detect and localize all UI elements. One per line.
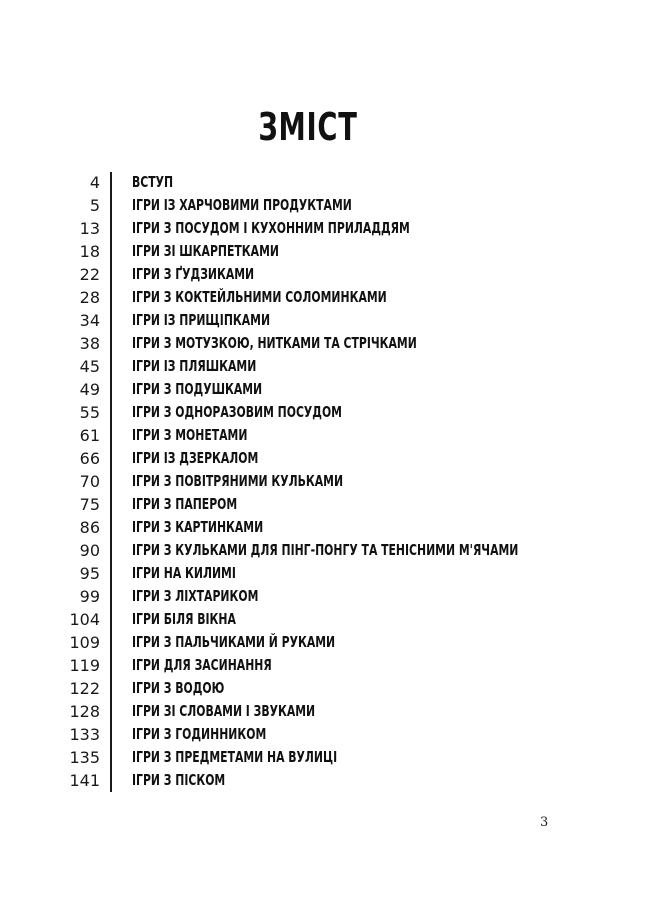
toc-entry-label: ІГРИ З ЛІХТАРИКОМ [132,587,259,605]
toc-entry-label: ІГРИ З ҐУДЗИКАМИ [132,265,255,283]
toc-entry-label: ІГРИ ІЗ ПЛЯШКАМИ [132,357,257,375]
toc-entry-label: ІГРИ ЗІ СЛОВАМИ І ЗВУКАМИ [132,702,316,720]
toc-entry-label: ІГРИ З ГОДИННИКОМ [132,725,267,743]
toc-entry-label: ВСТУП [132,173,174,191]
toc-entry [0,608,650,631]
toc-entry-label: ІГРИ З КУЛЬКАМИ ДЛЯ ПІНГ-ПОНГУ ТА ТЕНІСНИМИ М'ЯЧАМИ [132,541,519,559]
toc-entry [0,677,650,700]
toc-entry [0,171,650,194]
toc-entry-label: ІГРИ З ПАПЕРОМ [132,495,238,513]
toc-entry-label: ІГРИ З ПОДУШКАМИ [132,380,263,398]
toc-entry [0,470,650,493]
toc-entry [0,424,650,447]
toc-entry [0,240,650,263]
toc-entry [0,493,650,516]
toc-entry-page: 66 [79,449,100,468]
toc-entry [0,746,650,769]
toc-entry-page: 119 [69,656,100,675]
toc-entry-label: ІГРИ З КАРТИНКАМИ [132,518,264,536]
toc-entry-page: 128 [69,702,100,721]
toc-entry-page: 86 [79,518,100,537]
toc-entry-page: 104 [69,610,100,629]
toc-entry-label: ІГРИ ІЗ ДЗЕРКАЛОМ [132,449,259,467]
toc-entry [0,562,650,585]
toc-entry [0,378,650,401]
toc-entry-page: 141 [69,771,100,790]
toc-entry [0,654,650,677]
toc-entry-page: 45 [79,357,100,376]
toc-entry-page: 28 [79,288,100,307]
toc-entry-label: ІГРИ ДЛЯ ЗАСИНАННЯ [132,656,272,674]
toc-entry-page: 55 [79,403,100,422]
toc-entry-page: 109 [69,633,100,652]
toc-entry-label: ІГРИ ІЗ ПРИЩІПКАМИ [132,311,271,329]
toc-entry [0,194,650,217]
toc-entry-label: ІГРИ З ОДНОРАЗОВИМ ПОСУДОМ [132,403,342,421]
toc-entry-page: 70 [79,472,100,491]
toc-entry [0,355,650,378]
toc-entry [0,516,650,539]
toc-entry-page: 133 [69,725,100,744]
toc-entry [0,309,650,332]
toc-entry [0,631,650,654]
toc-entry-label: ІГРИ З ПРЕДМЕТАМИ НА ВУЛИЦІ [132,748,338,766]
toc-entry [0,769,650,792]
toc-entry-page: 95 [79,564,100,583]
toc-entry-page: 75 [79,495,100,514]
toc-entry [0,217,650,240]
toc-entry-page: 38 [79,334,100,353]
toc-entry-label: ІГРИ БІЛЯ ВІКНА [132,610,236,628]
toc-entry-label: ІГРИ З ВОДОЮ [132,679,225,697]
toc-entry-page: 5 [89,196,100,215]
toc-entry-label: ІГРИ З МОТУЗКОЮ, НИТКАМИ ТА СТРІЧКАМИ [132,334,417,352]
page-number: 3 [540,815,549,830]
toc-entry-page: 99 [79,587,100,606]
toc-entry [0,447,650,470]
toc-entry [0,263,650,286]
toc-entry-page: 34 [79,311,100,330]
table-of-contents [0,171,650,792]
toc-entry-label: ІГРИ ІЗ ХАРЧОВИМИ ПРОДУКТАМИ [132,196,352,214]
toc-entry-label: ІГРИ З КОКТЕЙЛЬНИМИ СОЛОМИНКАМИ [132,288,387,306]
toc-entry-label: ІГРИ З ПОВІТРЯНИМИ КУЛЬКАМИ [132,472,344,490]
toc-entry [0,401,650,424]
toc-entry [0,700,650,723]
toc-entry [0,723,650,746]
toc-entry-page: 13 [79,219,100,238]
toc-entry-page: 22 [79,265,100,284]
toc-entry [0,585,650,608]
toc-entry-page: 135 [69,748,100,767]
toc-entry [0,539,650,562]
toc-entry-label: ІГРИ НА КИЛИМІ [132,564,236,582]
toc-entry-label: ІГРИ З МОНЕТАМИ [132,426,248,444]
toc-entry-page: 4 [89,173,100,192]
page-title: ЗМІСТ [258,105,358,149]
toc-entry-page: 49 [79,380,100,399]
toc-entry-label: ІГРИ З ПІСКОМ [132,771,226,789]
toc-entry-label: ІГРИ ЗІ ШКАРПЕТКАМИ [132,242,279,260]
toc-entry-label: ІГРИ З ПАЛЬЧИКАМИ Й РУКАМИ [132,633,336,651]
toc-entry [0,332,650,355]
toc-entry-page: 18 [79,242,100,261]
toc-entry [0,286,650,309]
toc-entry-page: 61 [79,426,100,445]
toc-entry-label: ІГРИ З ПОСУДОМ І КУХОННИМ ПРИЛАДДЯМ [132,219,410,237]
toc-entry-page: 90 [79,541,100,560]
toc-entry-page: 122 [69,679,100,698]
